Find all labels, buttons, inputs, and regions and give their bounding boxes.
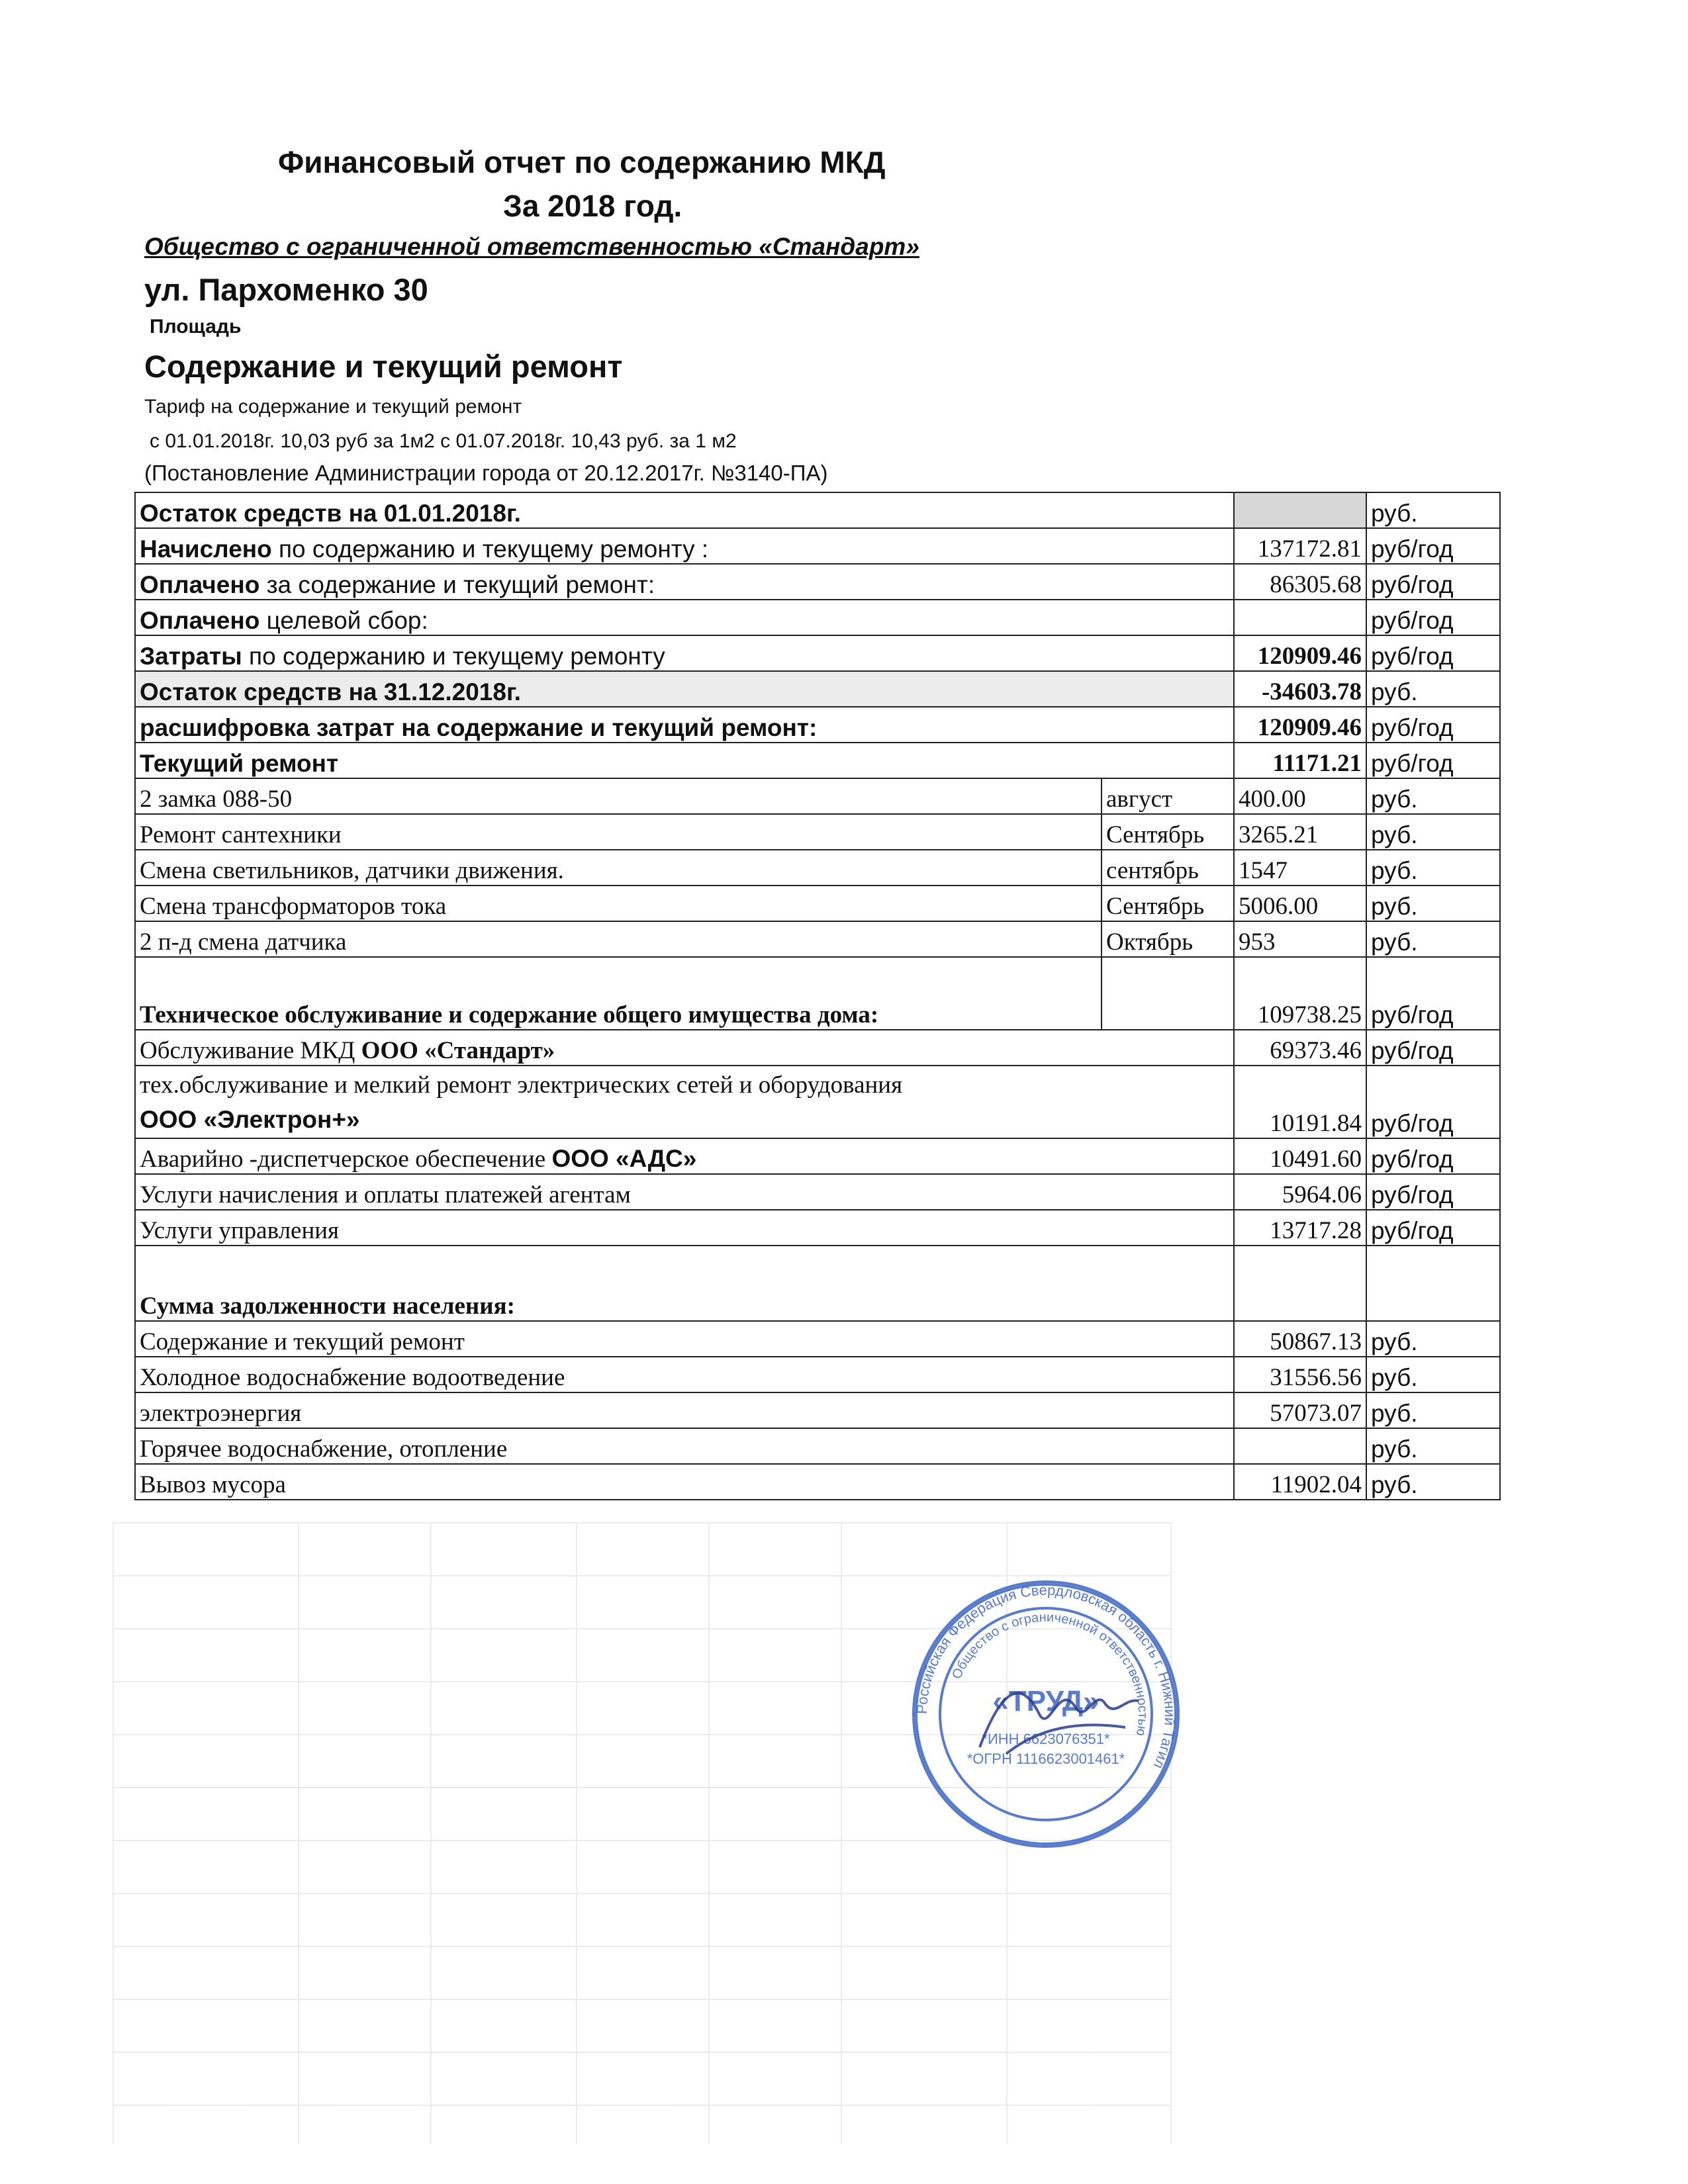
row-unit: руб. (1366, 1464, 1500, 1500)
row-unit: руб. (1366, 814, 1500, 850)
row-value: 69373.46 (1234, 1030, 1366, 1066)
debt-label: Содержание и текущий ремонт (135, 1321, 1234, 1357)
row-unit: руб. (1366, 850, 1500, 886)
table-row (135, 564, 1500, 600)
stamp-inner-text: Общество с ограниченной ответственностью (949, 1610, 1150, 1737)
row-value (1234, 492, 1366, 528)
repair-item-label: 2 замка 088-50 (135, 778, 1102, 814)
table-row (135, 850, 1500, 886)
row-value: 11171.21 (1234, 743, 1366, 778)
repair-item-month: август (1102, 778, 1234, 814)
table-row (135, 1210, 1500, 1246)
row-unit: руб/год (1366, 1030, 1500, 1066)
debt-value (1234, 1428, 1366, 1464)
row-value: -34603.78 (1234, 671, 1366, 707)
repair-item-label: 2 п-д смена датчика (135, 921, 1102, 957)
row-unit: руб/год (1366, 1066, 1500, 1138)
row-label: тех.обслуживание и мелкий ремонт электрических сетей и оборудования ООО «Электрон+» (135, 1066, 1234, 1138)
repair-item-label: Ремонт сантехники (135, 814, 1102, 850)
organization-name: Общество с ограниченной ответственностью «Стандарт» (144, 233, 919, 260)
row-label: Сумма задолженности населения: (135, 1246, 1234, 1321)
row-unit: руб/год (1366, 743, 1500, 778)
debt-label: Вывоз мусора (135, 1464, 1234, 1500)
row-label: Остаток средств на 01.01.2018г. (135, 492, 1234, 528)
row-unit: руб/год (1366, 635, 1500, 671)
row-value: 109738.25 (1234, 957, 1366, 1030)
stamp-inn: *ИНН 6623076351* (982, 1731, 1110, 1747)
repair-item-value: 400.00 (1234, 778, 1366, 814)
debt-value: 11902.04 (1234, 1464, 1366, 1500)
row-value: 13717.28 (1234, 1210, 1366, 1246)
row-unit: руб/год (1366, 1174, 1500, 1210)
debt-value: 31556.56 (1234, 1357, 1366, 1392)
row-label: Услуги управления (135, 1210, 1234, 1246)
row-label: Оплачено целевой сбор: (135, 600, 1234, 635)
row-value: 10191.84 (1234, 1066, 1366, 1138)
row-unit: руб. (1366, 921, 1500, 957)
report-title: Финансовый отчет по содержанию МКД (278, 145, 886, 179)
table-row (135, 1138, 1500, 1174)
table-row (135, 1174, 1500, 1210)
repair-item-value: 5006.00 (1234, 886, 1366, 921)
row-label: Начислено по содержанию и текущему ремонту : (135, 528, 1234, 564)
row-unit: руб. (1366, 886, 1500, 921)
tariff-label: Тариф на содержание и текущий ремонт (144, 396, 522, 418)
row-unit: руб/год (1366, 1138, 1500, 1174)
table-row (135, 814, 1500, 850)
debt-label: Холодное водоснабжение водоотведение (135, 1357, 1234, 1392)
table-row (135, 957, 1500, 1030)
row-value: 5964.06 (1234, 1174, 1366, 1210)
stamp-outer-text: Российская Федерация Свердловская область г. Нижний Тагил (913, 1581, 1179, 1772)
repair-item-label: Смена светильников, датчики движения. (135, 850, 1102, 886)
table-row (135, 1030, 1500, 1066)
debt-value: 57073.07 (1234, 1392, 1366, 1428)
row-value (1234, 600, 1366, 635)
row-label: Техническое обслуживание и содержание общего имущества дома: (135, 957, 1102, 1030)
repair-item-month: сентябрь (1102, 850, 1234, 886)
row-unit: руб. (1366, 1357, 1500, 1392)
table-row (135, 778, 1500, 814)
repair-item-month: Сентябрь (1102, 814, 1234, 850)
row-label: Оплачено за содержание и текущий ремонт: (135, 564, 1234, 600)
row-value: 120909.46 (1234, 635, 1366, 671)
row-value: 137172.81 (1234, 528, 1366, 564)
table-row (135, 671, 1500, 707)
repair-item-month: Сентябрь (1102, 886, 1234, 921)
row-unit: руб/год (1366, 1210, 1500, 1246)
row-label: Текущий ремонт (135, 743, 1234, 778)
empty-cell (1102, 957, 1234, 1030)
tariff-dates: с 01.01.2018г. 10,03 руб за 1м2 с 01.07.2018г. 10,43 руб. за 1 м2 (150, 430, 737, 452)
row-label: расшифровка затрат на содержание и текущий ремонт: (135, 707, 1234, 743)
row-label: Аварийно -диспетчерское обеспечение ООО «АДС» (135, 1138, 1234, 1174)
row-value: 120909.46 (1234, 707, 1366, 743)
row-unit: руб. (1366, 492, 1500, 528)
table-row (135, 528, 1500, 564)
address: ул. Пархоменко 30 (144, 272, 428, 307)
table-row (135, 1357, 1500, 1392)
stamp-center-text: «ТРУД» (992, 1685, 1100, 1717)
repair-item-month: Октябрь (1102, 921, 1234, 957)
table-row (135, 492, 1500, 528)
repair-item-label: Смена трансформаторов тока (135, 886, 1102, 921)
financial-report-table (134, 492, 1501, 1500)
row-unit: руб. (1366, 1321, 1500, 1357)
table-row (135, 921, 1500, 957)
stamp-ogrn: *ОГРН 1116623001461* (966, 1751, 1125, 1767)
debt-label: электроэнергия (135, 1392, 1234, 1428)
company-stamp (907, 1575, 1185, 1853)
empty-cell (1234, 1246, 1366, 1321)
table-row (135, 886, 1500, 921)
repair-item-value: 1547 (1234, 850, 1366, 886)
row-unit: руб/год (1366, 707, 1500, 743)
row-label: Остаток средств на 31.12.2018г. (135, 671, 1234, 707)
table-row (135, 1428, 1500, 1464)
table-row (135, 600, 1500, 635)
row-label: Услуги начисления и оплаты платежей агентам (135, 1174, 1234, 1210)
row-label: Обслуживание МКД ООО «Стандарт» (135, 1030, 1234, 1066)
row-label: Затраты по содержанию и текущему ремонту (135, 635, 1234, 671)
debt-label: Горячее водоснабжение, отопление (135, 1428, 1234, 1464)
row-unit: руб/год (1366, 564, 1500, 600)
table-row (135, 707, 1500, 743)
row-unit: руб. (1366, 1428, 1500, 1464)
row-unit: руб. (1366, 671, 1500, 707)
table-row (135, 1464, 1500, 1500)
empty-cell (1366, 1246, 1500, 1321)
section-title: Содержание и текущий ремонт (144, 349, 623, 384)
table-row (135, 1246, 1500, 1321)
row-unit: руб/год (1366, 600, 1500, 635)
table-row (135, 1392, 1500, 1428)
table-row (135, 635, 1500, 671)
row-unit: руб/год (1366, 528, 1500, 564)
row-unit: руб/год (1366, 957, 1500, 1030)
row-unit: руб. (1366, 778, 1500, 814)
table-row (135, 1066, 1500, 1138)
repair-item-value: 953 (1234, 921, 1366, 957)
report-year: За 2018 год. (503, 189, 682, 223)
table-row (135, 743, 1500, 778)
area-label: Площадь (150, 316, 242, 338)
repair-item-value: 3265.21 (1234, 814, 1366, 850)
decree-reference: (Постановление Администрации города от 20.12.2017г. №3140-ПА) (144, 461, 828, 485)
row-value: 86305.68 (1234, 564, 1366, 600)
row-value: 10491.60 (1234, 1138, 1366, 1174)
row-unit: руб. (1366, 1392, 1500, 1428)
table-row (135, 1321, 1500, 1357)
debt-value: 50867.13 (1234, 1321, 1366, 1357)
